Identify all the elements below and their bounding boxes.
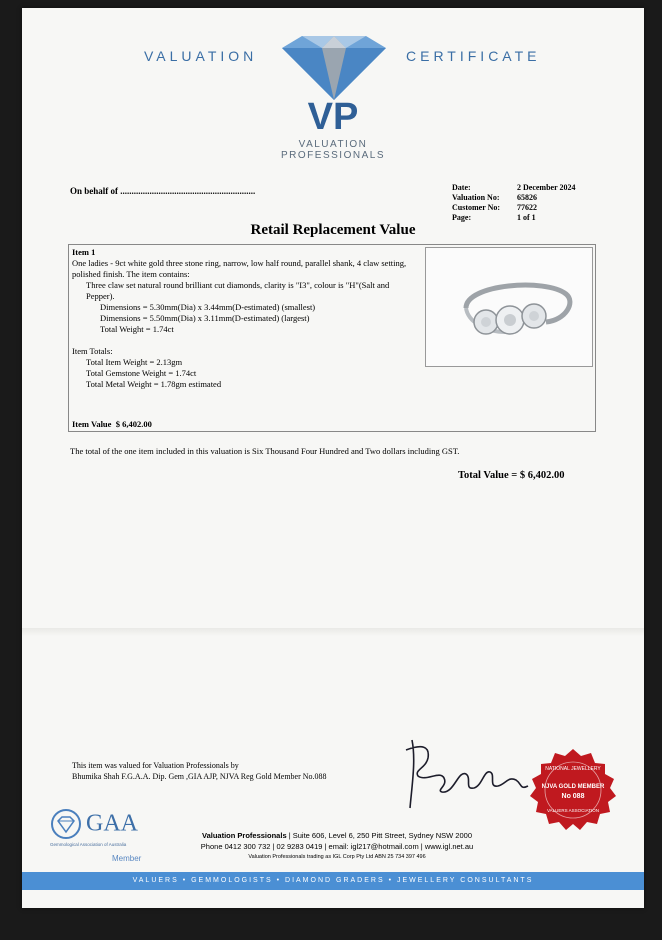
seal-mid2-text: No 088 — [561, 793, 585, 800]
on-behalf-of: On behalf of ............................................................ — [70, 186, 256, 196]
item-dim2: Dimensions = 5.50mm(Dia) x 3.11mm(D-estimated) (largest) — [100, 313, 310, 323]
footer-trading: Valuation Professionals trading as IGL Corp Pty Ltd ABN 25 734 397 496 — [248, 854, 426, 860]
diamond-logo-icon — [282, 36, 386, 100]
seal-mid1-text: NJVA GOLD MEMBER — [541, 784, 605, 790]
seal-bottom-text: VALUERS ASSOCIATION — [546, 808, 600, 813]
gaa-emblem-icon — [50, 808, 82, 840]
total-metal-weight: Total Metal Weight = 1.78gm estimated — [86, 379, 222, 389]
item-value-label: Item Value — [72, 419, 112, 429]
summary-paragraph: The total of the one item included in this valuation is Six Thousand Four Hundred and Two dollars including GST. — [70, 446, 460, 456]
header-certificate-word: CERTIFICATE — [406, 48, 541, 64]
total-item-weight: Total Item Weight = 2.13gm — [86, 357, 183, 367]
valued-by-line1: This item was valued for Valuation Professionals by — [72, 761, 239, 770]
total-value: Total Value = $ 6,402.00 — [458, 470, 565, 481]
header-valuation-word: VALUATION — [144, 48, 258, 64]
meta-key: Customer No: — [452, 203, 501, 212]
paper-fold — [22, 628, 644, 636]
gaa-logo — [50, 808, 138, 840]
meta-value: 1 of 1 — [517, 213, 536, 222]
item-value — [72, 419, 152, 429]
footer-address — [157, 830, 517, 863]
item-heading: Item 1 — [72, 247, 96, 257]
item-total-weight: Total Weight = 1.74ct — [100, 324, 174, 334]
logo-subtitle — [22, 139, 644, 161]
meta-row — [452, 203, 576, 213]
logo-sub-line2: PROFESSIONALS — [281, 150, 385, 161]
item-value-amount: $ 6,402.00 — [115, 419, 152, 429]
meta-value: 77622 — [517, 203, 537, 212]
item-desc: One ladies - 9ct white gold three stone ring, narrow, low half round, parallel shank, 4 claw setting, polished finish. The item contains: — [72, 258, 407, 279]
meta-value: 2 December 2024 — [517, 183, 576, 192]
meta-row — [452, 193, 576, 203]
ring-photo — [425, 247, 593, 367]
footer-line1 — [157, 830, 517, 841]
gaa-member: Member — [112, 854, 142, 863]
valued-by-line2: Bhumika Shah F.G.A.A. Dip. Gem ,GIA AJP, NJVA Reg Gold Member No.088 — [72, 772, 327, 781]
meta-block — [452, 183, 576, 223]
meta-key: Page: — [452, 213, 472, 222]
njva-seal-icon — [528, 748, 618, 834]
meta-key: Date: — [452, 183, 471, 192]
item-totals-heading: Item Totals: — [72, 346, 113, 356]
valued-by — [72, 760, 327, 782]
gaa-logo-text: GAA — [86, 810, 138, 837]
footer-band: VALUERS • GEMMOLOGISTS • DIAMOND GRADERS • JEWELLERY CONSULTANTS — [22, 872, 644, 890]
item-dim1: Dimensions = 5.30mm(Dia) x 3.44mm(D-estimated) (smallest) — [100, 302, 316, 312]
signature-icon — [392, 730, 532, 810]
certificate-page — [22, 8, 644, 908]
logo-initials: VP — [307, 96, 359, 138]
footer-contacts: Phone 0412 300 732 | 02 9283 0419 | email: igl217@hotmail.com | www.igl.net.au — [200, 842, 474, 851]
logo-sub-line1: VALUATION — [298, 139, 368, 150]
seal-top-text: NATIONAL JEWELLERY — [545, 766, 601, 772]
item-box — [68, 244, 596, 432]
item-description — [72, 247, 417, 390]
meta-value: 65826 — [517, 193, 537, 202]
total-gem-weight: Total Gemstone Weight = 1.74ct — [86, 368, 197, 378]
footer-address-text: | Suite 606, Level 6, 250 Pitt Street, Sydney NSW 2000 — [286, 831, 472, 840]
meta-row — [452, 183, 576, 193]
meta-key: Valuation No: — [452, 193, 500, 202]
document-title: Retail Replacement Value — [250, 222, 416, 238]
gaa-caption: Gemmological Association of Australia — [50, 842, 127, 847]
footer-company: Valuation Professionals — [202, 831, 287, 840]
ring-image-icon — [426, 248, 592, 366]
item-stones: Three claw set natural round brilliant cut diamonds, clarity is "I3", colour is "H"(Salt and Pepper). — [86, 280, 390, 301]
